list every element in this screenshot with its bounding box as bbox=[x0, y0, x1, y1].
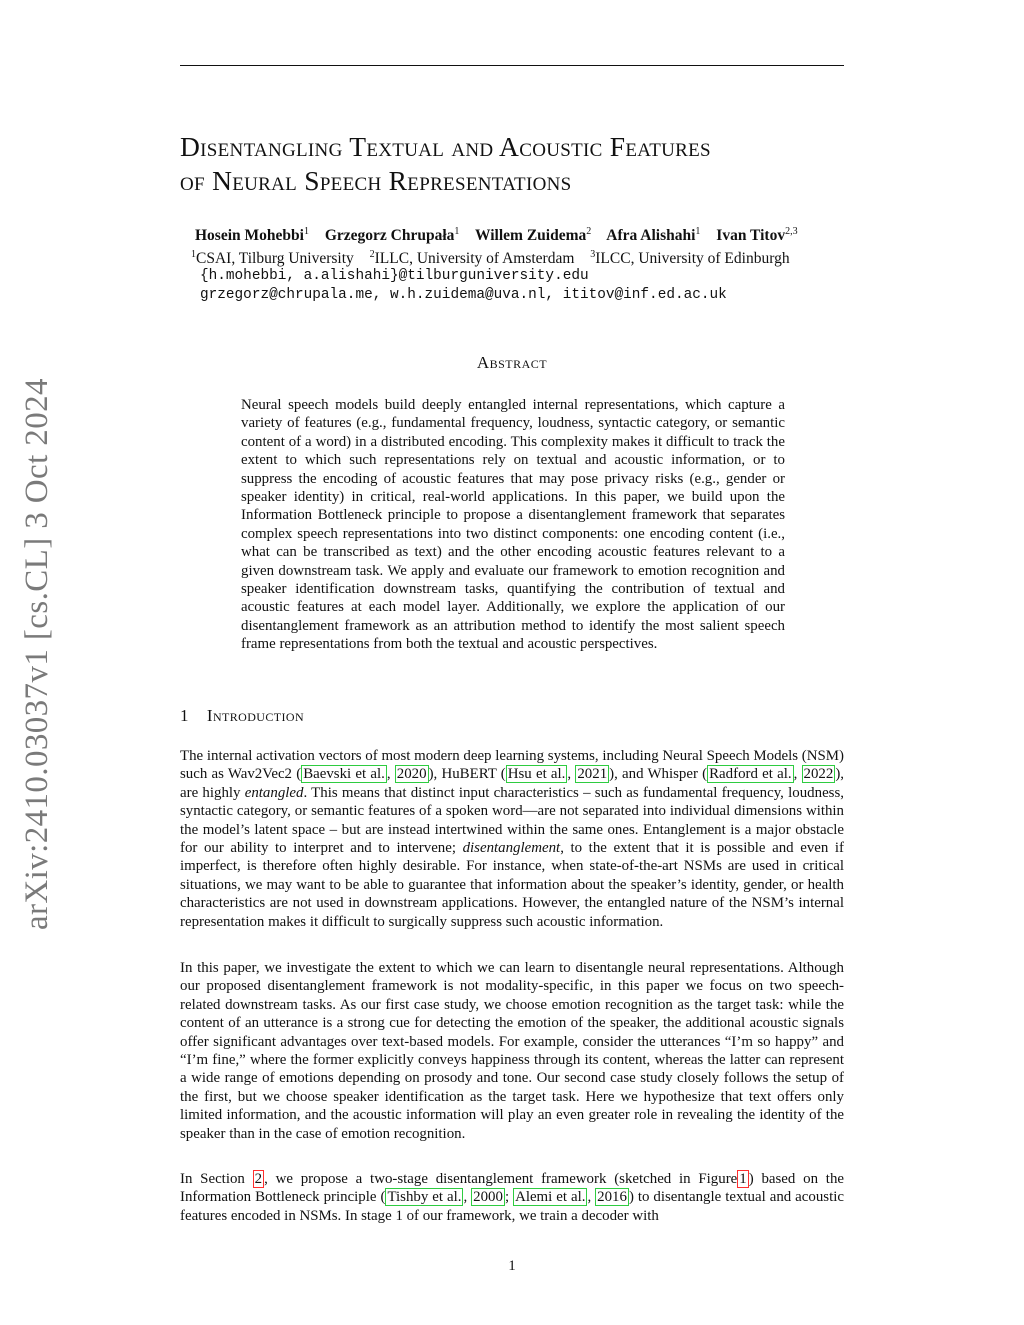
affiliation: $^2$ILLC, University of Amsterdam bbox=[369, 249, 575, 267]
author: Afra Alishahi$^1$ bbox=[606, 226, 701, 244]
author: Grzegorz Chrupała$^1$ bbox=[324, 226, 460, 244]
section-ref-link[interactable]: 2 bbox=[254, 1171, 263, 1187]
citation-link[interactable]: 2020 bbox=[396, 766, 427, 783]
title-line-2: of Neural Speech Representations bbox=[180, 165, 572, 196]
abstract-text: Neural speech models build deeply entangled internal representations, which capture a variety of features (e.g., fundamental frequency, loudness, syntactic category, or semantic content of a word) in a distributed encoding. This complexity makes it difficult to track the extent to which such representations rely on textual and acoustic information, or to suppress the encoding of acoustic features that may pose privacy risks (e.g., gender or speaker identity) in critical, real-world applications. In this paper, we build upon the Information Bottleneck principle to propose a disentanglement framework that separates complex speech representations into two distinct components: one encoding content (i.e., what can be transcribed as text) and the other encoding acoustic features relevant to a given downstream task. We apply and evaluate our framework to emotion recognition and speaker identification downstream tasks, quantifying the contribution of textual and acoustic features at each model layer. Additionally, we explore the application of our disentanglement framework as an attribution method to identify the most salient speech frame representations from both the textual and acoustic perspectives. bbox=[241, 397, 785, 653]
email-line-2: grzegorz@chrupala.me, w.h.zuidema@uva.nl, ititov@inf.ed.ac.uk bbox=[200, 287, 727, 303]
emphasis: disentanglement bbox=[462, 840, 561, 857]
citation-link[interactable]: 2022 bbox=[803, 766, 834, 783]
page-number: 1 bbox=[508, 1258, 516, 1274]
citation-link[interactable]: Radford et al. bbox=[709, 766, 792, 783]
author: Willem Zuidema$^2$ bbox=[475, 226, 592, 244]
abstract-heading: Abstract bbox=[476, 353, 548, 372]
title-line-1: Disentangling Textual and Acoustic Features bbox=[180, 131, 711, 162]
emphasis: entangled bbox=[244, 784, 304, 801]
section-heading-introduction bbox=[180, 706, 304, 726]
intro-paragraph-2: In this paper, we investigate the extent to which we can learn to disentangle neural representations. Although our proposed disentanglement framework is not modality-specific, in this paper we focus on two speech-related downstream tasks. As our first case study, we choose emotion recognition as the target task: while the content of an utterance is a strong cue for detecting the emotion of the speaker, the additional acoustic signals offer significant advantages over text-based models. For example, consider the utterances “I’m so happy” and “I’m fine,” where the former explicitly conveys happiness through its content, whereas the latter can represent a wide range of emotions depending on prosody and tone. Our second case study closely follows the setup of the first, but we choose speaker identification as the target task. Here we hypothesize that text offers only limited information, and the acoustic information will play an even greater role in revealing the identity of the speaker than in the case of emotion recognition. bbox=[180, 960, 844, 1142]
affiliation: $^3$ILCC, University of Edinburgh bbox=[590, 249, 790, 267]
intro-paragraph-1: The internal activation vectors of most modern deep learning systems, including Neural Speech Models (NSM) such as Wav2Vec2 ( Baevski et al. , 2020 ), HuBERT ( Hsu et al. , 2021 ), and Whisper ( Radford et al. , 2022 ), are highly entangled. This means that distinct input characteristics – such as fundamental frequency, loudness, syntactic category, or semantic features of a spoken word—are not separated into individual dimensions within the model’s latent space – but are instead intertwined within the same ones. Entanglement is a major obstacle for our ability to interpret and to intervene; disentanglement, to the extent that it is possible and even if imperfect, is therefore often highly desirable. For instance, when state-of-the-art NSMs are used in critical situations, we may want to be able to guarantee that information about the speaker’s identity, gender, or health characteristics are not used in downstream applications. However, the entangled nature of the NSM’s internal representation makes it difficult to surgically suppress such acoustic information. bbox=[180, 748, 844, 930]
citation-link[interactable]: 2021 bbox=[577, 766, 608, 783]
citation-link[interactable]: 2016 bbox=[597, 1189, 627, 1206]
figure-ref-link[interactable]: 1 bbox=[739, 1171, 747, 1187]
citation-link[interactable]: Baevski et al. bbox=[303, 766, 385, 783]
arxiv-identifier[interactable]: arXiv:2410.03037v1 [cs.CL] 3 Oct 2024 bbox=[19, 378, 55, 930]
email-line-1: {h.mohebbi, a.alishahi}@tilburguniversity.edu bbox=[200, 268, 589, 284]
author: Ivan Titov$^{2,3}$ bbox=[716, 226, 798, 244]
paper-title bbox=[180, 130, 860, 198]
affiliation: $^1$CSAI, Tilburg University bbox=[191, 249, 354, 267]
author-list bbox=[195, 226, 798, 245]
header-rule bbox=[180, 65, 844, 66]
citation-link[interactable]: Tishby et al. bbox=[387, 1189, 462, 1206]
citation-link[interactable]: 2000 bbox=[473, 1189, 503, 1206]
section-number: 1 bbox=[180, 706, 189, 725]
intro-paragraph-3: In Section 2 , we propose a two-stage disentanglement framework (sketched in Figure 1 ) based on the Information Bottleneck principle ( Tishby et al. , 2000 ; Alemi et al. , 2016 ) to disentangle textual and acoustic features encoded in NSMs. In stage 1 of our framework, we train a decoder with bbox=[180, 1171, 845, 1224]
citation-link[interactable]: Alemi et al. bbox=[515, 1189, 586, 1206]
affiliation-list bbox=[191, 249, 790, 268]
section-title: Introduction bbox=[206, 706, 305, 725]
citation-link[interactable]: Hsu et al. bbox=[507, 766, 566, 783]
author: Hosein Mohebbi$^1$ bbox=[195, 226, 309, 244]
